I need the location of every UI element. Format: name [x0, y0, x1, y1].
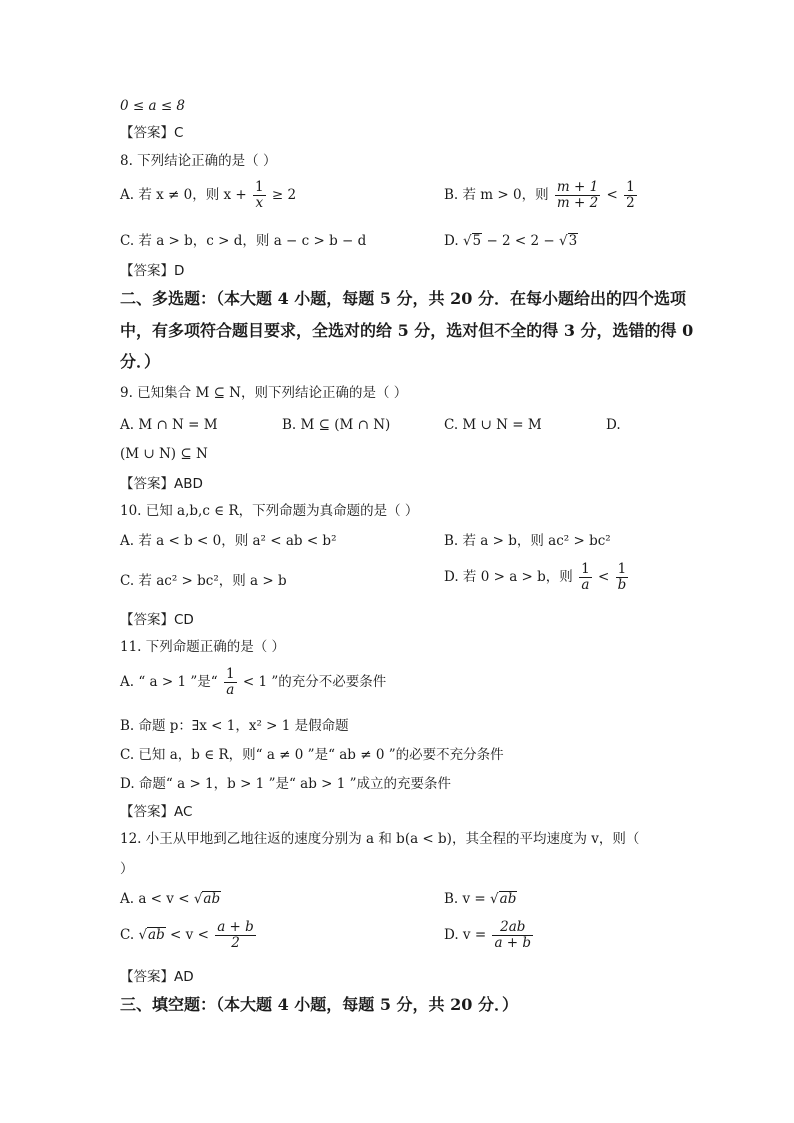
answer-11: 【答案】AC [120, 804, 193, 820]
fraction-denominator: 2 [231, 935, 240, 951]
answer-10: 【答案】CD [120, 612, 194, 628]
q8-option-c: C. 若 a > b，c > d，则 a − c > b − d [120, 233, 367, 249]
q12-b-text: B. v = [444, 891, 486, 907]
radicand: 3 [568, 233, 578, 249]
fraction-denominator: 2 [626, 195, 635, 211]
q11-a-fraction [224, 667, 237, 698]
question-9: 9. 已知集合 M ⊆ N，则下列结论正确的是（ ） [120, 385, 408, 401]
q11-a-text: A. “ a > 1 ”是“ [120, 674, 218, 690]
q9-option-b: B. M ⊆ (M ∩ N) [282, 417, 391, 433]
q12-d-fraction [492, 920, 533, 951]
fraction-numerator: 1 [255, 179, 264, 195]
q8-a-fraction [253, 180, 266, 211]
section-2-heading-line3: 分．） [120, 352, 161, 371]
q8-b-fraction-2 [624, 180, 637, 211]
fraction-numerator: 1 [626, 179, 635, 195]
question-11: 11. 下列命题正确的是（ ） [120, 639, 286, 655]
radicand: 5 [472, 233, 482, 249]
q8-b-text: B. 若 m > 0，则 [444, 187, 549, 203]
q10-d-text: D. 若 0 > a > b，则 [444, 569, 573, 585]
q10-option-b: B. 若 a > b，则 ac² > bc² [444, 533, 611, 549]
q10-d-less-than: < [597, 569, 610, 585]
fraction-denominator: x [255, 195, 264, 211]
q12-option-b: B. v = √ab [444, 891, 517, 907]
radicand: ab [499, 891, 517, 907]
q9-option-d-label: D. [606, 417, 621, 433]
question-10: 10. 已知 a,b,c ∈ R，下列命题为真命题的是（ ） [120, 503, 419, 519]
fraction-numerator: m + 1 [556, 179, 599, 195]
q12-c-label: C. [120, 927, 135, 943]
q8-b-less-than: < [606, 187, 618, 203]
q8-a-suffix: ≥ 2 [271, 187, 297, 203]
fraction-denominator: b [617, 577, 627, 593]
fraction-denominator: a [581, 577, 590, 593]
answer-8: 【答案】D [120, 263, 185, 279]
q12-c-text: < v < [170, 927, 209, 943]
q11-option-b: B. 命题 p：∃x < 1，x² > 1 是假命题 [120, 718, 349, 734]
answer-7: 【答案】C [120, 125, 184, 141]
fraction-numerator: 1 [225, 666, 235, 682]
q10-option-a: A. 若 a < b < 0，则 a² < ab < b² [120, 533, 337, 549]
fraction-denominator: a + b [494, 935, 532, 951]
fraction-numerator: 1 [581, 561, 590, 577]
prev-answer-range: 0 ≤ a ≤ 8 [120, 98, 186, 114]
answer-12: 【答案】AD [120, 969, 194, 985]
q10-d-fraction-2 [616, 562, 629, 593]
fraction-numerator: 1 [616, 562, 629, 578]
question-8: 8. 下列结论正确的是（ ） [120, 153, 277, 169]
q8-option-a [120, 180, 296, 211]
q12-d-text: D. v = [444, 927, 487, 943]
q10-d-fraction-1 [579, 562, 592, 593]
q8-option-d: D. √5 − 2 < 2 − √3 [444, 233, 578, 249]
q12-a-text: A. a < v < [120, 891, 190, 907]
q12-option-c: C. √ab < v < $\frac{a + b}{2}$ [120, 919, 254, 951]
q8-a-text: A. 若 x ≠ 0，则 x + [120, 187, 247, 203]
fraction-denominator: m + 2 [556, 195, 599, 211]
radicand: ab [203, 891, 221, 907]
q8-d-text: − 2 < 2 − [486, 233, 555, 249]
fraction-numerator: a + b [217, 919, 254, 935]
q9-option-a: A. M ∩ N = M [120, 417, 218, 433]
q11-a-suffix: < 1 ”的充分不必要条件 [242, 674, 387, 690]
q10-option-c: C. 若 ac² > bc²，则 a > b [120, 573, 287, 589]
q12-c-fraction [215, 920, 256, 951]
radicand: ab [148, 927, 165, 943]
fraction-numerator: 2ab [492, 920, 533, 936]
section-2-heading-line2: 中，有多项符合题目要求，全选对的给 5 分，选对但不全的得 3 分，选错的得 0 [120, 321, 694, 340]
q11-option-c: C. 已知 a，b ∈ R，则“ a ≠ 0 ”是“ ab ≠ 0 ”的必要不充分条件 [120, 747, 504, 763]
q12-option-a: A. a < v < √ab [120, 891, 221, 907]
question-12: 12. 小王从甲地到乙地往返的速度分别为 a 和 b(a < b)，其全程的平均速度为 v，则（ [120, 831, 640, 847]
fraction-denominator: a [226, 682, 235, 698]
q9-option-c: C. M ∪ N = M [444, 417, 542, 433]
q8-option-b [444, 180, 639, 211]
q11-option-a [120, 667, 386, 698]
question-12-cont: ） [120, 861, 134, 877]
section-2-heading-line1: 二、多选题：（本大题 4 小题，每题 5 分，共 20 分．在每小题给出的四个选项 [120, 289, 686, 308]
q9-option-d: (M ∪ N) ⊆ N [120, 446, 208, 462]
answer-9: 【答案】ABD [120, 476, 203, 492]
q12-option-d [444, 920, 535, 951]
q8-d-label: D. [444, 233, 459, 249]
section-3-heading: 三、填空题：（本大题 4 小题，每题 5 分，共 20 分．） [120, 995, 518, 1014]
q10-option-d [444, 562, 630, 593]
q11-option-d: D. 命题“ a > 1，b > 1 ”是“ ab > 1 ”成立的充要条件 [120, 776, 452, 792]
q8-b-fraction-1 [555, 180, 600, 211]
